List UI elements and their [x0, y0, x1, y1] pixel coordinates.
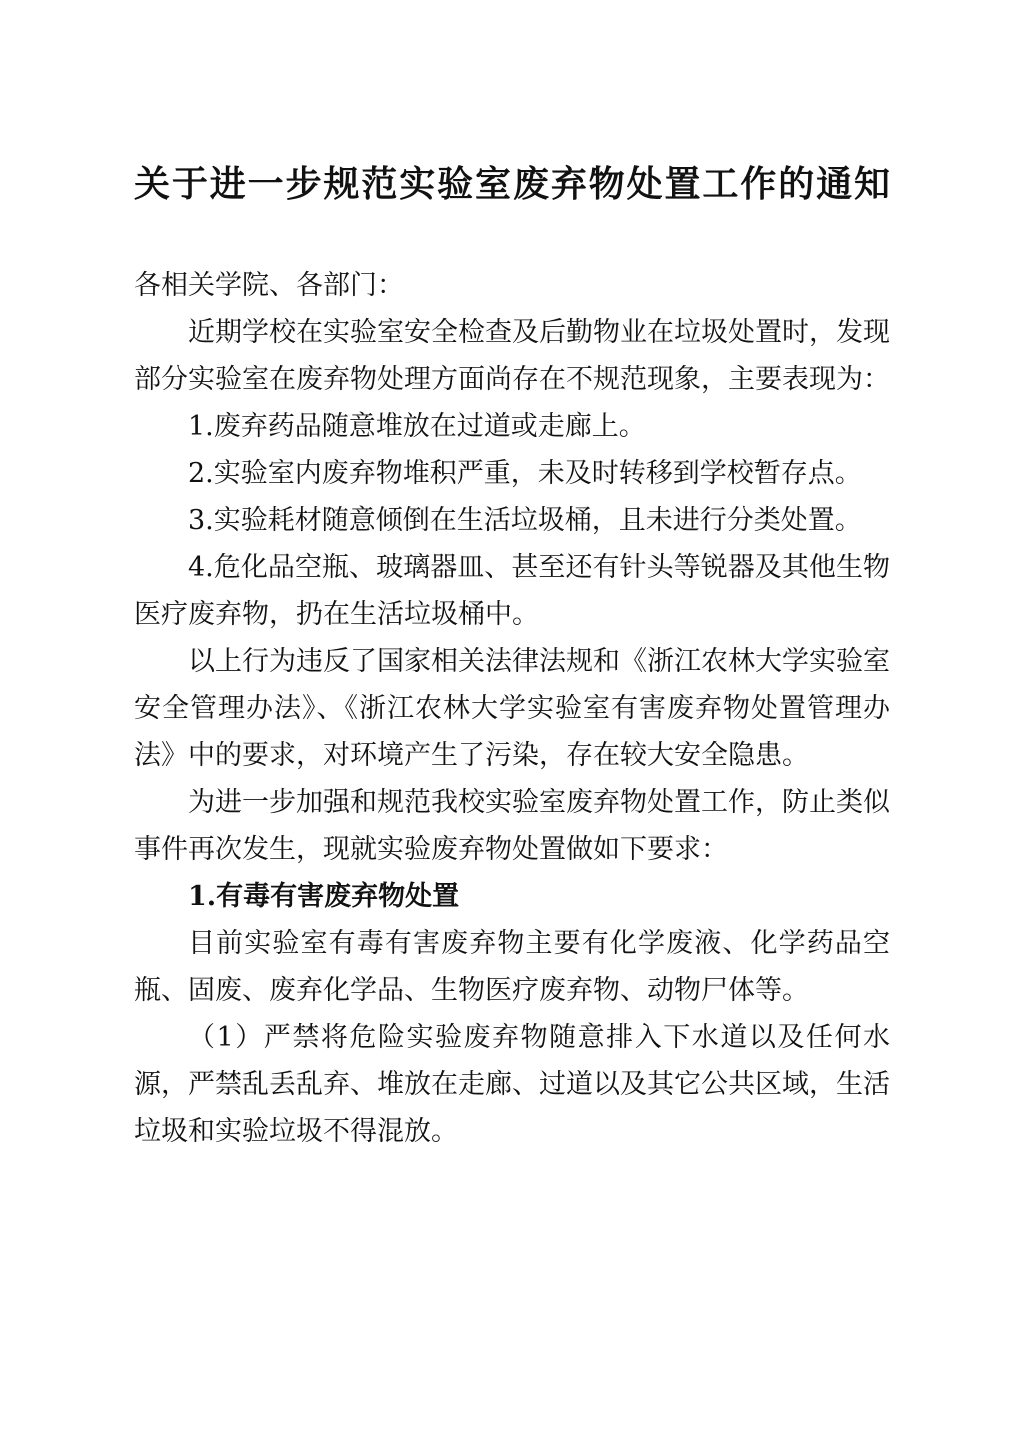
list-item-1: 1.废弃药品随意堆放在过道或走廊上。 — [188, 411, 646, 442]
list-item-2: 2.实验室内废弃物堆积严重，未及时转移到学校暂存点。 — [188, 458, 862, 489]
paragraph-waste-types: 目前实验室有毒有害废弃物主要有化学废液、化学药品空瓶、固废、废弃化学品、生物医疗废弃物、动物尸体等。 — [134, 928, 890, 1006]
paragraph-violation: 以上行为违反了国家相关法律法规和《浙江农林大学实验室安全管理办法》、《浙江农林大学实验室有害废弃物处置管理办法》中的要求，对环境产生了污染，存在较大安全隐患。 — [134, 646, 890, 771]
document-body — [134, 262, 890, 1155]
list-item-4: 4.危化品空瓶、玻璃器皿、甚至还有针头等锐器及其他生物医疗废弃物，扔在生活垃圾桶中。 — [134, 552, 890, 630]
salutation: 各相关学院、各部门： — [134, 270, 404, 301]
list-item-3: 3.实验耗材随意倾倒在生活垃圾桶，且未进行分类处置。 — [188, 505, 862, 536]
document-title: 关于进一步规范实验室废弃物处置工作的通知 — [134, 163, 890, 205]
paragraph-rule-1: （1）严禁将危险实验废弃物随意排入下水道以及任何水源，严禁乱丢乱弃、堆放在走廊、过道以及其它公共区域，生活垃圾和实验垃圾不得混放。 — [134, 1022, 890, 1147]
paragraph-requirements-intro: 为进一步加强和规范我校实验室废弃物处置工作，防止类似事件再次发生，现就实验废弃物处置做如下要求： — [134, 787, 890, 865]
paragraph-intro: 近期学校在实验室安全检查及后勤物业在垃圾处置时，发现部分实验室在废弃物处理方面尚存在不规范现象，主要表现为： — [134, 317, 890, 395]
section-heading: 1.有毒有害废弃物处置 — [188, 881, 460, 912]
